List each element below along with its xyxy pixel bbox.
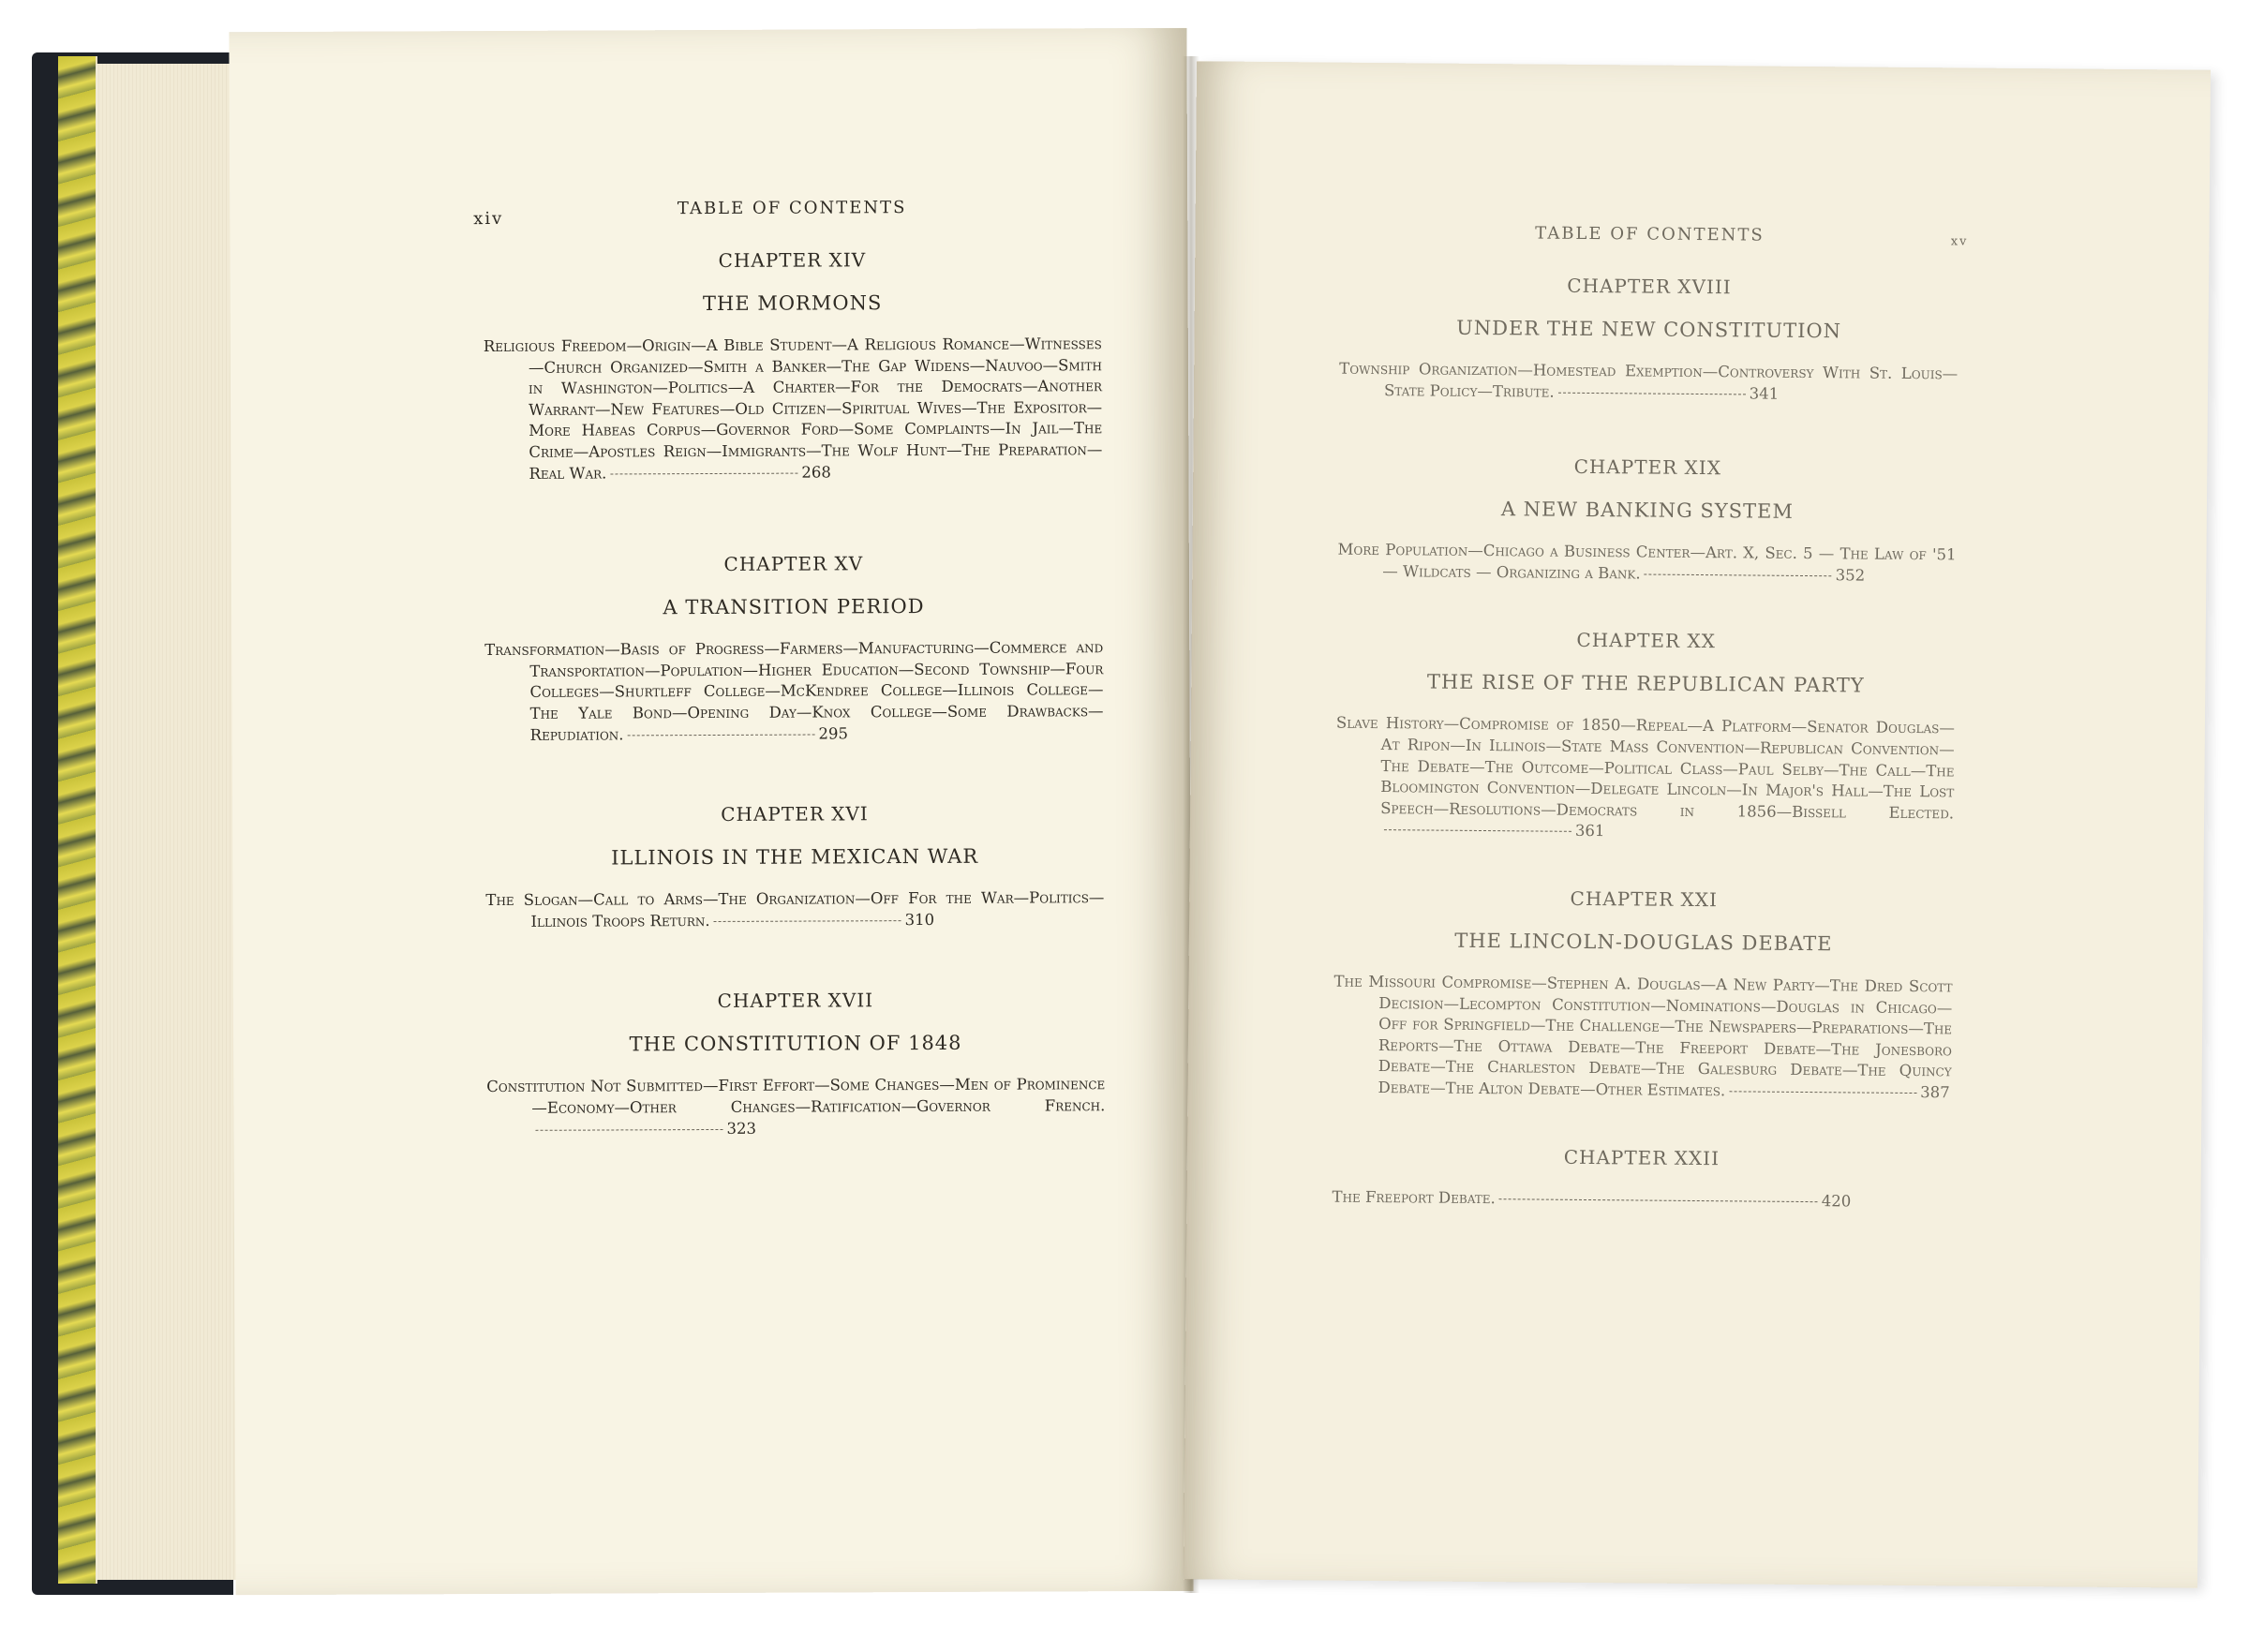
chapter-label: CHAPTER XVI [721, 802, 869, 826]
chapter-xv [484, 551, 1104, 746]
chapter-label: CHAPTER XV [723, 552, 864, 576]
chapter-title: A NEW BANKING SYSTEM [1500, 498, 1795, 524]
chapter-entries [1332, 1186, 1950, 1213]
entry-text: The Slogan—Call to Arms—The Organization—Off For the War—Politics—Illinois Troops Return. [485, 888, 1105, 930]
entry-text: Religious Freedom—Origin—A Bible Student—A Religious Romance—Witnesses—Church Organized—Smith a Banker—The Gap Widens—Nauvoo—Smith in Washington—Politics—A Charter—For the Democrats—Another Warrant—New Features—Old Citizen—Spiritual Wives—The Expositor—More Habeas Corpus—Governor Ford—Some Complaints—In Jail—The Crime—Apostles Reign—Immigrants—The Wolf Hunt—The Preparation—Real War. [483, 335, 1103, 483]
entry-text: Transformation—Basis of Progress—Farmers—Manufacturing—Commerce and Transportation—Population—Higher Education—Second Township—Four Colleges—Shurtleff College—McKendree College—Illinois College—The Yale Bond—Opening Day—Knox College—Some Drawbacks—Repudiation. [484, 638, 1104, 744]
chapter-xviii [1339, 273, 1959, 407]
chapter-label: CHAPTER XXI [1570, 886, 1719, 912]
dot-leader [610, 472, 797, 474]
chapter-xxi [1333, 886, 1953, 1104]
page-number: xiv [473, 208, 504, 230]
running-head [1340, 222, 1969, 265]
right-page-content [1332, 222, 1969, 1213]
chapter-entries [1335, 713, 1955, 845]
dot-leader [1729, 1091, 1916, 1094]
running-head [473, 197, 1101, 237]
chapter-entries [486, 1074, 1105, 1140]
entry-text: Constitution Not Submitted—First Effort—Some Changes—Men of Prominence—Economy—Other Changes—Ratification—Governor French. [486, 1075, 1106, 1117]
marbled-endpaper [58, 56, 97, 1584]
running-head-title: TABLE OF CONTENTS [1535, 223, 1765, 246]
chapter-title: ILLINOIS IN THE MEXICAN WAR [611, 844, 979, 870]
entry-page: 268 [801, 463, 831, 482]
entry-text: The Freeport Debate. [1332, 1187, 1496, 1207]
chapter-xix [1337, 454, 1957, 588]
chapter-xvii [486, 988, 1106, 1140]
chapter-label: CHAPTER XXII [1563, 1145, 1720, 1169]
chapter-entries [1337, 540, 1956, 588]
dot-leader [628, 734, 815, 736]
chapter-title: THE RISE OF THE REPUBLICAN PARTY [1426, 670, 1865, 697]
entry-page: 387 [1920, 1082, 1950, 1102]
chapter-label: CHAPTER XX [1576, 629, 1717, 653]
entry-page: 310 [904, 910, 935, 929]
entry-page: 341 [1749, 384, 1780, 403]
page-edges [96, 64, 236, 1580]
dot-leader [535, 1128, 722, 1130]
chapter-title: UNDER THE NEW CONSTITUTION [1456, 316, 1842, 343]
left-page [229, 28, 1193, 1595]
dot-leader [714, 920, 901, 922]
dot-leader [1384, 829, 1571, 832]
chapter-title: A TRANSITION PERIOD [663, 595, 925, 619]
chapter-title: THE LINCOLN-DOUGLAS DEBATE [1454, 929, 1833, 956]
left-page-content [473, 197, 1106, 1140]
right-page [1184, 61, 2211, 1587]
chapter-entries [1339, 359, 1958, 407]
chapter-label: CHAPTER XIV [718, 248, 867, 272]
dot-leader [1499, 1198, 1818, 1202]
chapter-label: CHAPTER XVII [717, 989, 874, 1013]
entry-page: 361 [1574, 822, 1605, 841]
entry-page: 295 [818, 723, 849, 743]
chapter-title: THE MORMONS [702, 291, 883, 316]
entry-text: The Missouri Compromise—Stephen A. Douglas—A New Party—The Dred Scott Decision—Lecompton Constitution—Nominations—Douglas in Chicago—Off for Springfield—The Challenge—The Newspapers—Preparations—The Reports—The Ottawa Debate—The Freeport Debate—The Jonesboro Debate—The Charleston Debate—The Galesburg Debate—The Quincy Debate—The Alton Debate—Other Estimates. [1333, 972, 1953, 1100]
chapter-entries [1333, 972, 1952, 1104]
chapter-title: THE CONSTITUTION OF 1848 [629, 1032, 962, 1056]
running-head-title: TABLE OF CONTENTS [677, 198, 907, 219]
entry-page: 352 [1835, 566, 1866, 585]
entry-page: 323 [726, 1119, 757, 1138]
page-number: xv [1950, 234, 1969, 249]
chapter-xx [1335, 627, 1956, 845]
chapter-xvi [485, 801, 1105, 932]
chapter-label: CHAPTER XVIII [1567, 274, 1732, 299]
dot-leader [1645, 573, 1832, 576]
chapter-entries [484, 334, 1103, 484]
dot-leader [1558, 392, 1746, 394]
entry-text: More Population—Chicago a Business Center—Art. X, Sec. 5 — The Law of '51 — Wildcats — Organizing a Bank. [1337, 540, 1957, 583]
chapter-xxii [1332, 1143, 1951, 1213]
entry-text: Slave History—Compromise of 1850—Repeal—A Platform—Senator Douglas—At Ripon—In Illinois—State Mass Convention—Republican Convention—The Debate—The Outcome—Political Class—Paul Selby—The Call—The Bloomington Convention—Delegate Lincoln—In Major's Hall—The Lost Speech—Resolutions—Democrats in 1856—Bissell Elected. [1335, 714, 1955, 823]
chapter-entries [484, 637, 1103, 746]
chapter-entries [485, 887, 1104, 932]
entry-page: 420 [1821, 1191, 1852, 1210]
chapter-label: CHAPTER XIX [1573, 455, 1722, 480]
entry-text: Township Organization—Homestead Exemption—Controversy With St. Louis—State Policy—Tribute. [1339, 359, 1959, 401]
chapter-xiv [483, 247, 1102, 484]
